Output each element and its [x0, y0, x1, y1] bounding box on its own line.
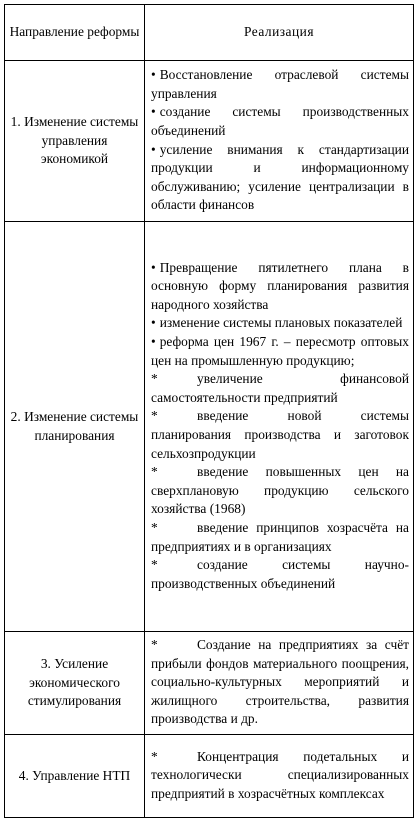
direction-cell: 1. Изменение системы управления экономикой: [5, 61, 145, 222]
item-text: реформа цен 1967 г. – пересмотр оптовых цен на промышленную продукцию;: [151, 334, 409, 368]
table-row: [5, 222, 414, 632]
list-item: [151, 66, 409, 103]
list-item: [151, 103, 409, 140]
asterisk-marker: *: [151, 408, 158, 424]
bullet-marker: •: [151, 104, 156, 120]
reform-table: [4, 4, 414, 818]
bullet-marker: •: [151, 67, 156, 83]
implementation-cell: [145, 222, 414, 632]
item-text: введение новой системы планирования производства и заготовок сельхозпродукции: [151, 408, 409, 461]
item-text: введение принципов хозрасчёта на предприятиях и в организациях: [151, 519, 409, 554]
asterisk-marker: *: [151, 464, 158, 480]
bullet-marker: •: [151, 141, 156, 157]
bullet-marker: •: [151, 259, 156, 275]
implementation-cell: [145, 632, 414, 735]
bullet-marker: •: [151, 334, 156, 350]
direction-cell: 2. Изменение системы планирования: [5, 222, 145, 632]
table-row: [5, 61, 414, 222]
list-item: [151, 370, 409, 407]
document-page: [4, 4, 413, 831]
table-row: [5, 632, 414, 735]
item-text: увеличение финансовой самостоятельности предприятий: [151, 371, 409, 405]
implementation-cell: [145, 61, 414, 222]
item-text: Превращение пятилетнего плана в основную форму планирования развития народного хозяйства: [151, 259, 409, 312]
list-item: [151, 407, 409, 463]
list-item: [151, 556, 409, 593]
list-item: [151, 636, 409, 729]
item-text: Восстановление отраслевой системы управления: [151, 67, 409, 101]
list-item: [151, 519, 409, 556]
item-text: создание системы производственных объединений: [151, 104, 409, 138]
bullet-marker: •: [151, 315, 156, 331]
list-item: [151, 333, 409, 370]
list-item: [151, 748, 409, 804]
asterisk-marker: *: [151, 557, 158, 573]
table-row: [5, 735, 414, 818]
header-implementation: Реализация: [145, 5, 414, 61]
asterisk-marker: *: [151, 748, 158, 764]
list-item: [151, 259, 409, 315]
list-item: [151, 314, 409, 333]
item-text: Концентрация подетальных и технологически специализированных предприятий в хозрасчётных комплексах: [151, 748, 409, 801]
asterisk-marker: *: [151, 519, 158, 535]
asterisk-marker: *: [151, 637, 158, 653]
item-text: создание системы научно-производственных объединений: [151, 557, 409, 591]
list-item: [151, 141, 409, 215]
item-text: усиление внимания к стандартизации продукции и информационному обслуживанию; усиление централизации в области финансов: [151, 141, 409, 213]
header-row: [5, 5, 414, 61]
item-text: введение повышенных цен на сверхплановую продукцию сельского хозяйства (1968): [151, 464, 409, 517]
direction-cell: 4. Управление НТП: [5, 735, 145, 818]
header-direction: Направление реформы: [5, 5, 145, 61]
list-item: [151, 463, 409, 519]
direction-cell: 3. Усиление экономического стимулирования: [5, 632, 145, 735]
item-text: изменение системы плановых показателей: [159, 315, 403, 331]
item-text: Создание на предприятиях за счёт прибыли фондов материального поощрения, социально-культурных мероприятий и жилищного строительства, развития производства и др.: [151, 637, 409, 727]
asterisk-marker: *: [151, 371, 158, 387]
implementation-cell: [145, 735, 414, 818]
